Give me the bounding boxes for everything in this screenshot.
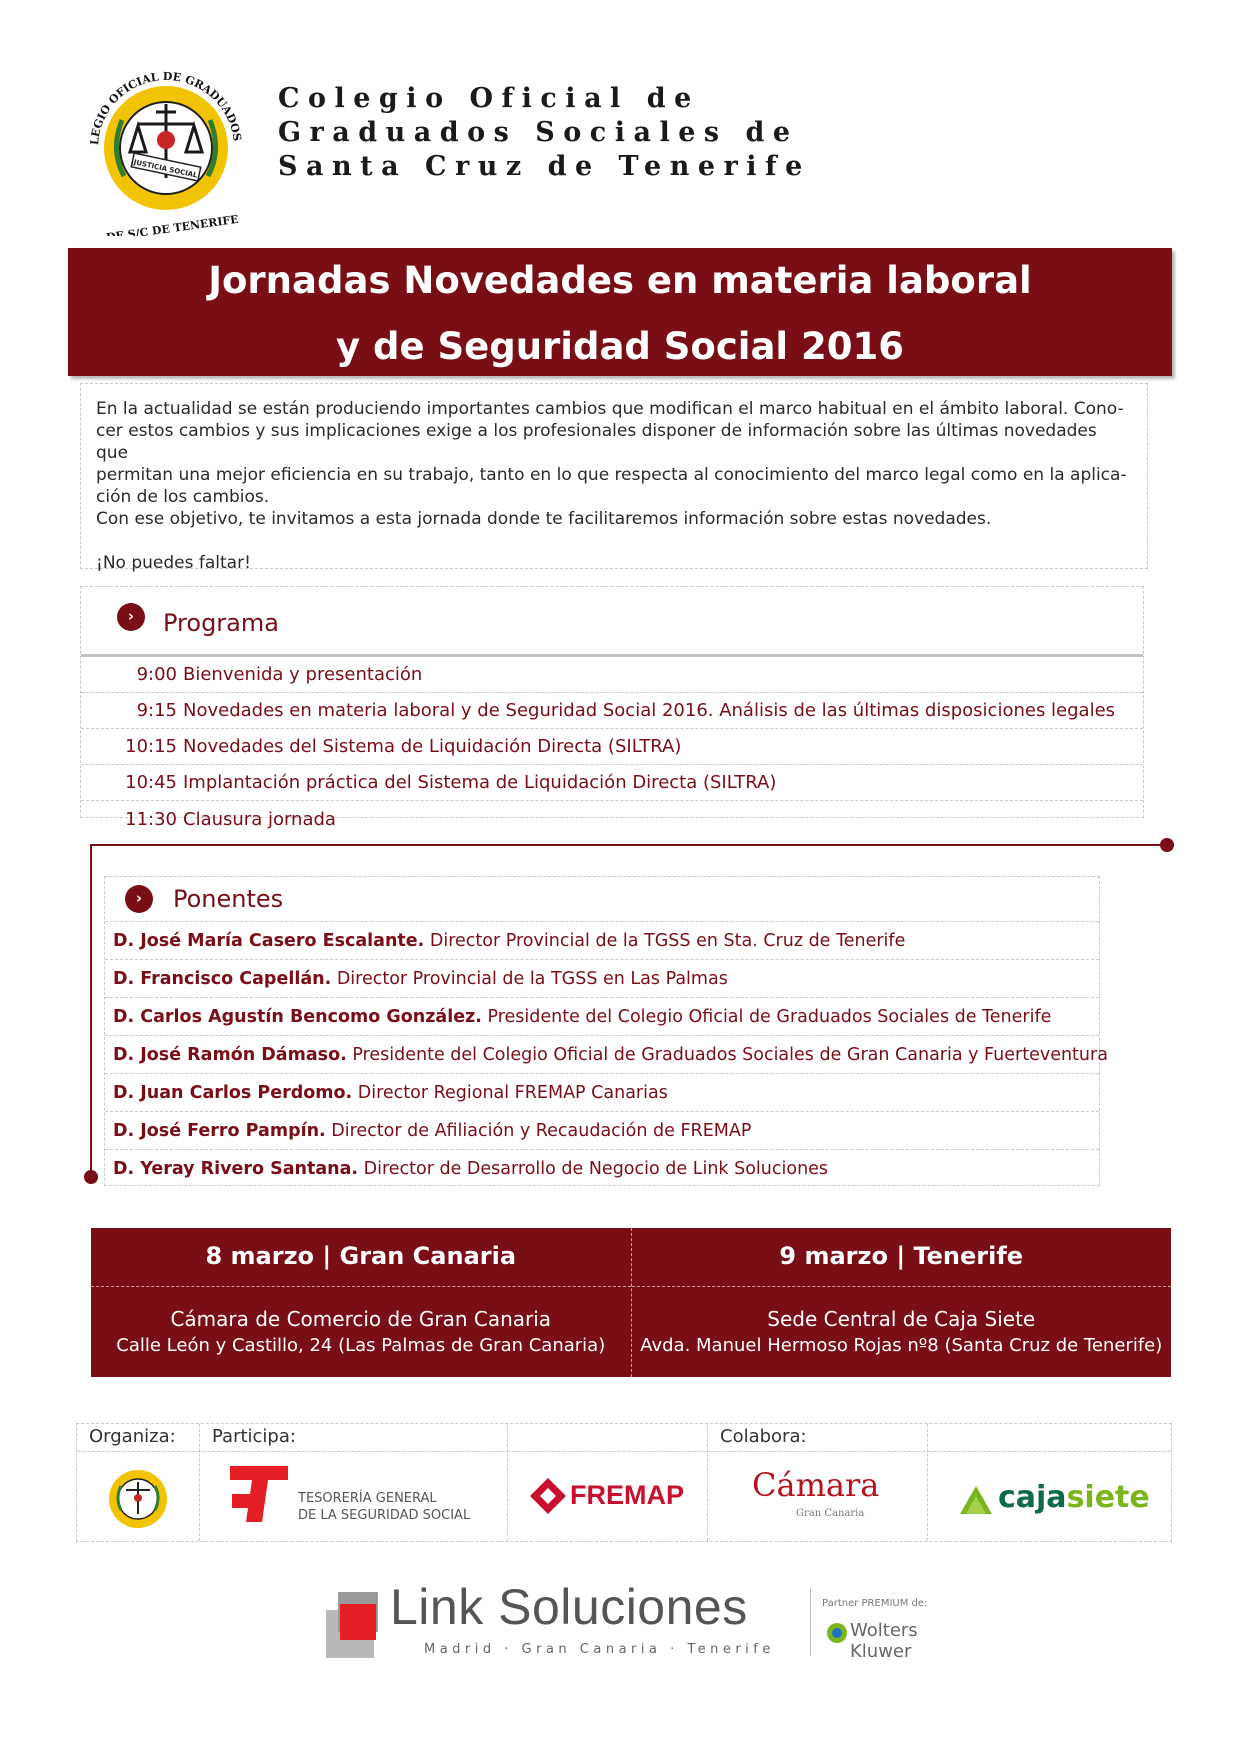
intro-objective: Con ese objetivo, te invitamos a esta jornada donde te facilitaremos información sobre estas novedades. bbox=[96, 509, 992, 529]
ponente-role: Director de Desarrollo de Negocio de Link Soluciones bbox=[358, 1159, 829, 1179]
cajasiete-name bbox=[998, 1480, 1150, 1515]
svg-text:EXMO. COLEGIO OFICIAL DE GRADU: LEGIO OFICIAL DE GRADUADOS bbox=[87, 69, 244, 146]
intro-callout: ¡No puedes faltar! bbox=[96, 553, 251, 573]
sponsor-cell-organiza bbox=[77, 1424, 199, 1541]
ponente-role: Director Provincial de la TGSS en Sta. Cruz de Tenerife bbox=[424, 931, 906, 951]
ponente-name: D. Carlos Agustín Bencomo González. bbox=[113, 1007, 482, 1027]
wolters-kluwer-name: Wolters Kluwer bbox=[850, 1620, 918, 1662]
event-gran-canaria bbox=[91, 1228, 631, 1377]
camara-sub: Gran Canaria bbox=[796, 1508, 865, 1519]
tgss-name bbox=[298, 1490, 470, 1524]
sponsor-cell-fremap bbox=[507, 1424, 707, 1541]
link-logo-icon bbox=[318, 1592, 384, 1662]
fremap-name: FREMAP bbox=[570, 1480, 684, 1510]
event-venue bbox=[91, 1287, 631, 1359]
programa-time: 11:30 bbox=[125, 808, 177, 830]
event-date: 8 marzo | Gran Canaria bbox=[91, 1228, 631, 1287]
ponente-name: D. Francisco Capellán. bbox=[113, 969, 332, 989]
link-locations: Madrid · Gran Canaria · Tenerife bbox=[424, 1642, 775, 1657]
event-place: Sede Central de Caja Siete bbox=[767, 1307, 1036, 1331]
cajasiete-leaf-icon bbox=[958, 1484, 994, 1520]
org-name-line-1: Colegio Oficial de bbox=[278, 83, 700, 114]
intro-box bbox=[80, 383, 1148, 573]
ponente-role: Director Provincial de la TGSS en Las Palmas bbox=[331, 969, 728, 989]
ponente-role: Director Regional FREMAP Canarias bbox=[352, 1083, 668, 1103]
org-name-line-2: Graduados Sociales de bbox=[278, 117, 799, 148]
ponente-role: Director de Afiliación y Recaudación de FREMAP bbox=[325, 1121, 752, 1141]
event-tenerife bbox=[631, 1228, 1172, 1377]
spacer bbox=[96, 530, 1132, 552]
timeline-line bbox=[90, 844, 92, 1176]
ponente-item bbox=[105, 1035, 1108, 1073]
programa-item bbox=[81, 657, 1143, 693]
ponentes-section bbox=[104, 876, 1108, 1186]
programa-text: Novedades en materia laboral y de Seguridad Social 2016. Análisis de las últimas disposiciones legales bbox=[183, 700, 1116, 721]
tgss-line-1: TESORERÍA GENERAL bbox=[298, 1491, 437, 1506]
partner-label: Partner PREMIUM de: bbox=[822, 1598, 928, 1609]
event-venue bbox=[632, 1287, 1172, 1359]
ponentes-title: Ponentes bbox=[173, 885, 284, 913]
timeline-line bbox=[90, 844, 1167, 846]
org-name bbox=[278, 82, 811, 184]
programa-section bbox=[80, 586, 1144, 830]
chevron-right-icon: › bbox=[117, 603, 145, 631]
ponente-item bbox=[105, 1149, 1099, 1187]
title-line-2: y de Seguridad Social 2016 bbox=[336, 325, 904, 368]
ponente-name: D. José María Casero Escalante. bbox=[113, 931, 425, 951]
svg-text:JUSTICIA SOCIAL: JUSTICIA SOCIAL bbox=[133, 158, 199, 180]
sponsor-cell-colabora bbox=[707, 1424, 927, 1541]
ponente-item bbox=[105, 959, 1099, 997]
programa-item bbox=[81, 729, 1143, 765]
sponsor-cell-participa bbox=[199, 1424, 507, 1541]
wolters-kluwer-icon bbox=[826, 1622, 848, 1648]
event-address: Avda. Manuel Hermoso Rojas nº8 (Santa Cruz de Tenerife) bbox=[640, 1335, 1163, 1356]
ponente-item bbox=[105, 1073, 1099, 1111]
colabora-label: Colabora: bbox=[720, 1426, 807, 1447]
camara-name: Cámara bbox=[752, 1466, 880, 1504]
intro-line: En la actualidad se están produciendo importantes cambios que modifican el marco habitual en el ámbito laboral. Cono- bbox=[96, 399, 1124, 419]
tgss-logo bbox=[230, 1464, 290, 1528]
ponente-name: D. José Ferro Pampín. bbox=[113, 1121, 326, 1141]
org-name-line-3: Santa Cruz de Tenerife bbox=[278, 151, 811, 182]
event-address: Calle León y Castillo, 24 (Las Palmas de Gran Canaria) bbox=[116, 1335, 606, 1356]
cajasiete-name-a: caja bbox=[998, 1480, 1067, 1515]
ponente-role: Presidente del Colegio Oficial de Graduados Sociales de Gran Canaria y Fuerteventura bbox=[346, 1045, 1108, 1065]
ponente-role: Presidente del Colegio Oficial de Graduados Sociales de Tenerife bbox=[481, 1007, 1052, 1027]
timeline-dot bbox=[1160, 838, 1174, 852]
programa-header bbox=[81, 587, 1143, 654]
sponsors-table bbox=[76, 1423, 1172, 1542]
programa-item bbox=[81, 801, 1143, 837]
event-date: 9 marzo | Tenerife bbox=[632, 1228, 1172, 1287]
programa-item bbox=[81, 693, 1143, 729]
programa-time: 10:15 bbox=[125, 736, 177, 757]
title-banner bbox=[68, 248, 1172, 376]
programa-title: Programa bbox=[163, 609, 279, 637]
programa-text: Clausura jornada bbox=[183, 808, 336, 830]
footer-brand bbox=[318, 1580, 978, 1680]
organiza-label: Organiza: bbox=[89, 1426, 176, 1447]
ponente-item bbox=[105, 1111, 1099, 1149]
title-line-1: Jornadas Novedades en materia laboral bbox=[208, 259, 1032, 302]
programa-time: 10:45 bbox=[125, 772, 177, 793]
ponentes-header bbox=[105, 877, 1099, 921]
svg-text:DE S/C DE TENERIFE: DE S/C DE TENERIFE bbox=[105, 212, 240, 236]
programa-time: 9:00 bbox=[136, 664, 177, 685]
intro-line: ción de los cambios. bbox=[96, 487, 270, 507]
timeline-dot bbox=[84, 1170, 98, 1184]
colegio-logo bbox=[76, 56, 256, 236]
intro-line: cer estos cambios y sus implicaciones exige a los profesionales disponer de información sobre las últimas novedades que bbox=[96, 421, 1097, 463]
programa-text: Novedades del Sistema de Liquidación Directa (SILTRA) bbox=[183, 736, 682, 757]
chevron-right-icon: › bbox=[125, 885, 153, 913]
programa-text: Implantación práctica del Sistema de Liquidación Directa (SILTRA) bbox=[183, 772, 777, 793]
link-soluciones-name: Link Soluciones bbox=[390, 1579, 748, 1635]
ponente-item bbox=[105, 997, 1099, 1035]
cajasiete-name-b: siete bbox=[1066, 1480, 1150, 1515]
ponente-name: D. Yeray Rivero Santana. bbox=[113, 1159, 359, 1179]
participa-label: Participa: bbox=[212, 1426, 296, 1447]
intro-line: permitan una mejor eficiencia en su trabajo, tanto en lo que respecta al conocimiento del marco legal como en la aplica- bbox=[96, 465, 1127, 485]
fremap-logo bbox=[528, 1476, 568, 1520]
colegio-small-logo bbox=[107, 1468, 169, 1534]
programa-item bbox=[81, 765, 1143, 801]
ponente-item bbox=[105, 921, 1099, 959]
ponente-name: D. Juan Carlos Perdomo. bbox=[113, 1083, 353, 1103]
sponsor-cell-cajasiete bbox=[927, 1424, 1172, 1541]
events-table bbox=[91, 1228, 1171, 1377]
event-place: Cámara de Comercio de Gran Canaria bbox=[170, 1307, 552, 1331]
programa-time: 9:15 bbox=[136, 700, 177, 721]
tgss-line-2: DE LA SEGURIDAD SOCIAL bbox=[298, 1508, 471, 1523]
divider bbox=[810, 1588, 811, 1656]
programa-text: Bienvenida y presentación bbox=[183, 664, 423, 685]
ponente-name: D. José Ramón Dámaso. bbox=[113, 1045, 347, 1065]
